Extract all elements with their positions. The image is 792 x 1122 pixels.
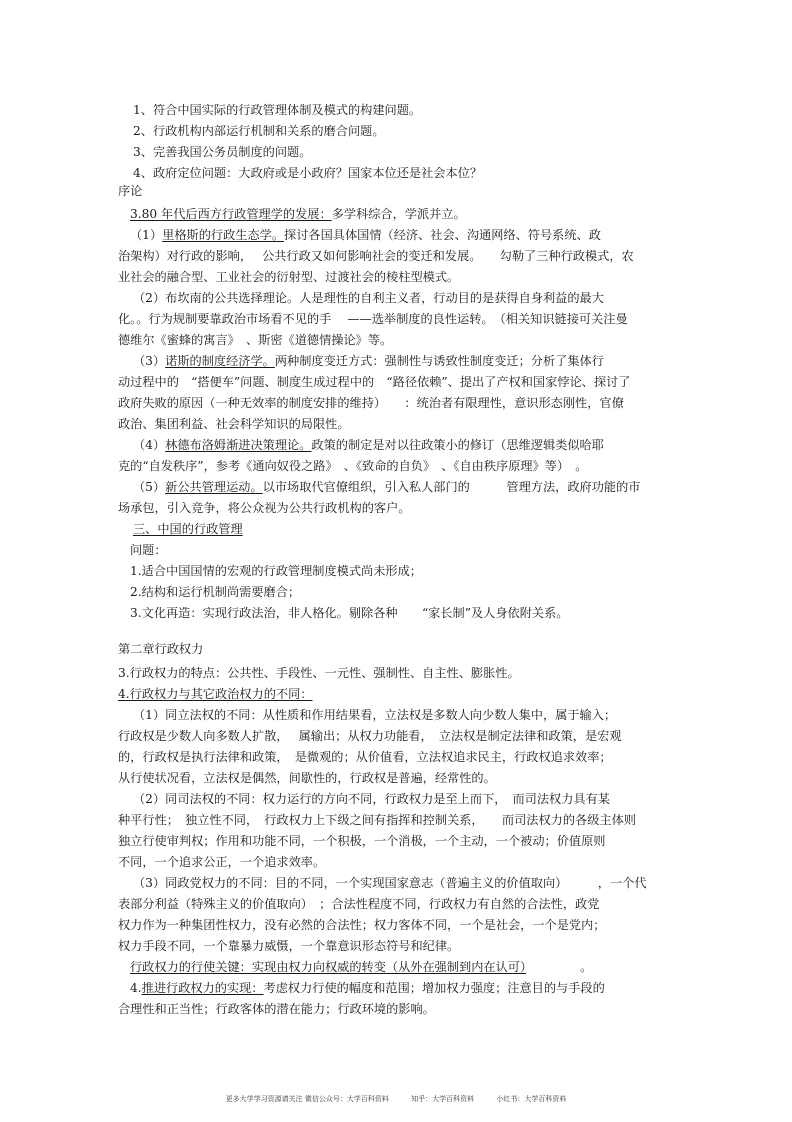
underlined-heading: 4.行政权力与其它政治权力的不同： — [118, 687, 313, 701]
text-line: 的，行政权是执行法律和政策， 是微观的；从价值看，立法权追求民主，行政权追求效率； — [118, 750, 612, 764]
text-line — [130, 980, 605, 996]
text-line: 治架构）对行政的影响， 公共行政又如何影响社会的变迁和发展。 勾勒了三种行政模式，农 — [118, 249, 634, 263]
text-span: 4. — [130, 981, 142, 995]
text-span: 考虑权力行使的幅度和范围；增加权力强度；注意目的与手段的 — [263, 981, 605, 995]
text-line: 政治、集团利益、社会科学知识的局限性。 — [118, 417, 350, 431]
text-span: 以市场取代官僚组织，引入私人部门的 管理方法，政府功能的市 — [262, 480, 641, 494]
text-line: 化。。行为规制要靠政治市场看不见的手 ——选举制度的良性运转。 （相关知识链接可关注曼 — [118, 312, 628, 326]
text-span: 政策的制定是对以往政策小的修订（思维逻辑类似哈耶 — [311, 438, 604, 452]
text-line: 从行使状况看，立法权是偶然，间歇性的，行政权是普遍，经常性的。 — [118, 771, 496, 785]
text-span: 多学科综合，学派并立。 — [331, 207, 466, 221]
footer-wechat: 更多大学学习资源请关注 微信公众号：大学百科资料 — [225, 1095, 389, 1103]
underlined-term: 新公共管理运动。 — [165, 480, 263, 494]
text-line — [133, 437, 604, 453]
text-line: 问题： — [130, 543, 167, 557]
underlined-term: 里格斯的行政生态学。 — [162, 228, 285, 242]
text-line: 表部分利益（特殊主义的价值取向） ；合法性程度不同，行政权力有自然的合法性，政党 — [118, 897, 600, 911]
text-line: 业社会的融合型、工业社会的衍射型、过渡社会的棱柱型模式。 — [118, 270, 460, 284]
underlined-term: 推进行政权力的实现： — [141, 981, 264, 995]
text-line: 3.行政权力的特点：公共性、手段性、一元性、强制性、自主性、膨胀性。 — [118, 666, 520, 680]
text-line: 场承包，引入竞争，将公众视为公共行政机构的客户。 — [118, 501, 411, 515]
page-footer — [0, 1094, 792, 1104]
text-line — [130, 959, 592, 975]
text-span: （5） — [133, 480, 166, 494]
underlined-term: 诺斯的制度经济学。 — [165, 354, 275, 368]
text-line: 克的“自发秩序”，参考《通向奴役之路》 、《致命的自负》 、《自由秩序原理》等） 。 — [118, 459, 588, 473]
footer-zhihu: 知乎：大学百科资料 — [411, 1095, 475, 1103]
footer-xiaohongshu: 小红书：大学百科资料 — [496, 1095, 567, 1103]
text-line — [133, 479, 640, 495]
text-line: 种平行性； 独立性不同， 行政权力上下级之间有指挥和控制关系， 而司法权力的各级主体则 — [118, 813, 636, 827]
text-line: （2）布坎南的公共选择理论。人是理性的自利主义者，行动目的是获得自身利益的最大 — [133, 291, 604, 305]
chapter-heading: 第二章行政权力 — [118, 642, 204, 656]
underlined-term: 林德布洛姆渐进决策理论。 — [165, 438, 312, 452]
text-line: 权力作为一种集团性权力，没有必然的合法性；权力客体不同，一个是社会，一个是党内； — [118, 918, 606, 932]
text-line: 动过程中的 “搭便车”问题、制度生成过程中的 “路径依赖”、提出了产权和国家悖论、探讨了 — [118, 375, 631, 389]
text-line: 2、行政机构内部运行机制和关系的磨合问题。 — [133, 124, 385, 138]
text-line: 1.适合中国国情的宏观的行政管理制度模式尚未形成； — [130, 564, 422, 578]
text-line: 2.结构和运行机制尚需要磨合； — [130, 585, 301, 599]
text-span: （4） — [133, 438, 166, 452]
underlined-heading: 3.80 年代后西方行政管理学的发展： — [130, 207, 332, 221]
text-line: 独立行使审判权；作用和功能不同，一个积极，一个消极，一个主动，一个被动；价值原则 — [118, 834, 606, 848]
text-line — [130, 206, 466, 222]
text-line — [130, 227, 601, 243]
text-span: （1） — [130, 228, 163, 242]
text-line: 德维尔《蜜蜂的寓言》 、斯密《道德情操论》等。 — [118, 333, 393, 347]
text-line: 行政权是少数人向多数人扩散， 属输出；从权力功能看， 立法权是制定法律和政策，是宏观 — [118, 729, 622, 743]
text-span: 。 — [580, 960, 593, 974]
text-line — [133, 353, 604, 369]
text-line: 不同，一个追求公正，一个追求效率。 — [118, 855, 326, 869]
underlined-statement: 行政权力的行使关键：实现由权力向权威的转变（从外在强制到内在认可） — [130, 960, 527, 974]
text-line: （3）同政党权力的不同：目的不同，一个实现国家意志（普遍主义的价值取向） ，一个代 — [133, 876, 647, 890]
text-line: 权力手段不同，一个靠暴力威慑，一个靠意识形态符号和纪律。 — [118, 939, 460, 953]
section-heading: 三、中国的行政管理 — [133, 522, 243, 536]
text-line: 政府失败的原因（一种无效率的制度安排的维持） ：统治者有限理性，意识形态刚性，官僚 — [118, 396, 624, 410]
text-line: （1）同立法权的不同：从性质和作用结果看，立法权是多数人向少数人集中，属于输入； — [133, 708, 617, 722]
section-heading: 序论 — [118, 184, 143, 198]
text-span: 探讨各国具体国情（经济、社会、沟通网络、符号系统、政 — [284, 228, 601, 242]
text-line: （2）同司法权的不同：权力运行的方向不同，行政权力是至上而下， 而司法权力具有某 — [133, 792, 610, 806]
text-line: 1、符合中国实际的行政管理体制及模式的构建问题。 — [133, 103, 422, 117]
text-line: 3、完善我国公务员制度的问题。 — [133, 145, 312, 159]
text-span: 两种制度变迁方式：强制性与诱致性制度变迁；分析了集体行 — [274, 354, 604, 368]
text-line: 3.文化再造：实现行政法治，非人格化。剔除各种 “家长制”及人身依附关系。 — [130, 606, 569, 620]
text-line: 4、政府定位问题：大政府或是小政府？国家本位还是社会本位？ — [133, 166, 483, 180]
text-line: 合理性和正当性；行政客体的潜在能力；行政环境的影响。 — [118, 1002, 435, 1016]
text-span: （3） — [133, 354, 166, 368]
